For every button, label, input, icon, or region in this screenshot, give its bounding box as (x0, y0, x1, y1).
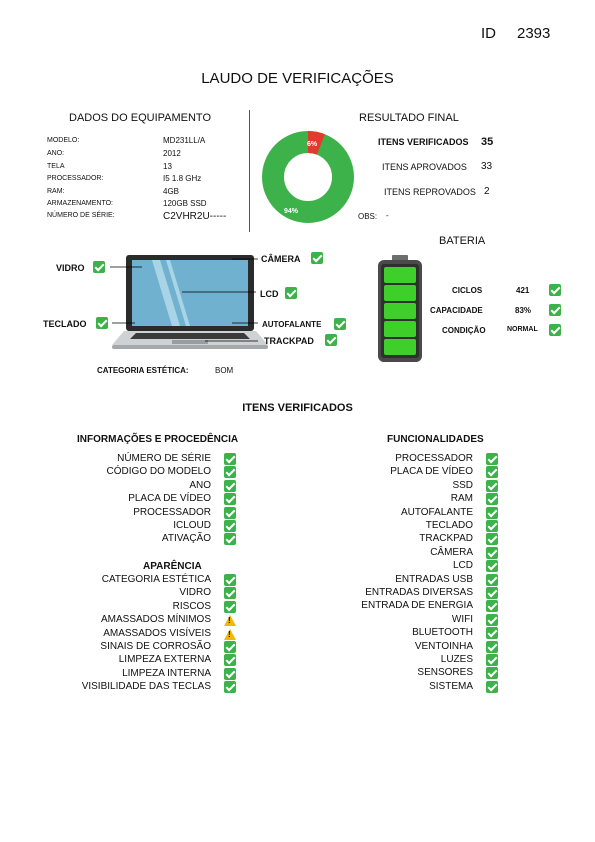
check-icon (224, 466, 236, 478)
ciclos-value: 421 (516, 286, 530, 295)
check-icon (224, 587, 236, 599)
id-value: 2393 (517, 25, 551, 42)
check-icon (486, 507, 498, 519)
appearance-heading: APARÊNCIA (143, 561, 202, 572)
check-icon (224, 453, 236, 465)
verified-items-heading: ITENS VERIFICADOS (242, 402, 353, 414)
check-icon (285, 287, 297, 299)
verified-item-label: NÚMERO DE SÉRIE (117, 453, 211, 464)
check-icon (486, 493, 498, 505)
battery-icon (376, 255, 424, 363)
verified-item-label: VISIBILIDADE DAS TECLAS (81, 681, 211, 693)
check-icon (486, 600, 498, 612)
verified-item-label: ENTRADA DE ENERGIA (361, 600, 473, 612)
spec-label: TELA (47, 163, 65, 170)
battery-cell (384, 321, 416, 337)
spec-value: 13 (163, 162, 172, 171)
verified-item-label: VIDRO (179, 587, 211, 599)
lcd-label: LCD (260, 289, 279, 299)
spec-label: RAM: (47, 188, 65, 195)
spec-value: 2012 (163, 149, 181, 158)
check-icon (486, 627, 498, 639)
battery-heading: BATERIA (439, 235, 486, 247)
condicao-value: NORMAL (507, 326, 538, 333)
trackpad-label: TRACKPAD (264, 336, 314, 346)
verified-item-label: LIMPEZA EXTERNA (118, 654, 211, 666)
verified-item-label: AUTOFALANTE (400, 506, 473, 518)
check-icon (224, 668, 236, 680)
verified-item-label: LIMPEZA INTERNA (122, 667, 211, 679)
warning-icon (224, 629, 236, 640)
donut-approved-label: 94% (284, 208, 299, 215)
page-title: LAUDO DE VERIFICAÇÕES (201, 70, 394, 87)
check-icon (549, 304, 561, 316)
verified-item-label: AMASSADOS MÍNIMOS (100, 614, 211, 626)
spec-label: ANO: (47, 150, 65, 157)
check-icon (224, 480, 236, 492)
verified-item-label: TRACKPAD (419, 533, 473, 545)
verified-item-label: SINAIS DE CORROSÃO (100, 641, 211, 652)
condicao-label: CONDIÇÃO (442, 326, 486, 335)
capacidade-label: CAPACIDADE (430, 306, 483, 315)
verified-item-label: LCD (452, 560, 473, 572)
check-icon (549, 284, 561, 296)
spec-label: PROCESSADOR: (47, 175, 104, 182)
verified-item-label: SENSORES (417, 667, 473, 679)
check-icon (486, 654, 498, 666)
verified-count-label: ITENS VERIFICADOS (378, 137, 469, 147)
battery-cell (384, 339, 416, 355)
check-icon (224, 681, 236, 693)
check-icon (486, 574, 498, 586)
equipment-heading: DADOS DO EQUIPAMENTO (69, 112, 212, 124)
check-icon (224, 641, 236, 653)
spec-label: MODELO: (47, 137, 80, 144)
verified-item-label: PROCESSADOR (395, 453, 473, 464)
spec-value: 4GB (163, 187, 180, 196)
verified-item-label: PLACA DE VÍDEO (128, 493, 211, 505)
verified-item-label: RISCOS (172, 600, 211, 612)
rejected-count-value: 2 (484, 186, 490, 197)
check-icon (549, 324, 561, 336)
donut-rejected-label: 6% (307, 141, 318, 148)
verified-item-label: AMASSADOS VISÍVEIS (103, 627, 211, 639)
spec-label: ARMAZENAMENTO: (47, 200, 113, 207)
warning-icon (224, 615, 236, 626)
verified-item-label: BLUETOOTH (412, 627, 473, 639)
vidro-label: VIDRO (56, 263, 85, 273)
check-icon (486, 466, 498, 478)
check-icon (224, 507, 236, 519)
check-icon (325, 334, 337, 346)
check-icon (96, 317, 108, 329)
rejected-count-label: ITENS REPROVADOS (384, 187, 476, 197)
check-icon (486, 453, 498, 465)
verified-item-label: ATIVAÇÃO (161, 533, 211, 545)
check-icon (486, 480, 498, 492)
battery-cell (384, 303, 416, 319)
check-icon (486, 533, 498, 545)
spec-value: I5 1.8 GHz (163, 174, 202, 183)
check-icon (486, 614, 498, 626)
verified-item-label: CÓDIGO DO MODELO (106, 466, 211, 478)
spec-value: C2VHR2U----- (163, 211, 227, 222)
capacidade-value: 83% (515, 306, 532, 315)
verified-item-label: ANO (189, 479, 211, 491)
check-icon (486, 641, 498, 653)
verified-item-label: CATEGORIA ESTÉTICA (101, 574, 211, 585)
check-icon (224, 520, 236, 532)
approved-count-label: ITENS APROVADOS (382, 162, 467, 172)
check-icon (224, 601, 236, 613)
check-icon (486, 520, 498, 532)
verified-item-label: ENTRADAS DIVERSAS (365, 587, 473, 598)
verified-item-label: RAM (450, 493, 473, 505)
autofalante-label: AUTOFALANTE (262, 320, 322, 329)
obs-label: OBS: (358, 212, 378, 221)
verified-item-label: VENTOINHA (414, 640, 473, 652)
check-icon (224, 533, 236, 545)
spec-value: MD231LL/A (163, 136, 206, 145)
ciclos-label: CICLOS (452, 286, 483, 295)
obs-value: - (386, 211, 389, 220)
id-label: ID (481, 25, 496, 42)
info-heading: INFORMAÇÕES E PROCEDÊNCIA (77, 434, 239, 445)
verified-item-label: SSD (452, 479, 473, 491)
verified-item-label: CÂMERA (430, 546, 473, 558)
check-icon (486, 560, 498, 572)
battery-level-cells (384, 267, 416, 355)
check-icon (486, 667, 498, 679)
approved-count-value: 33 (481, 161, 493, 172)
teclado-label: TECLADO (43, 319, 87, 329)
check-icon (224, 493, 236, 505)
verified-item-label: WIFI (451, 613, 473, 625)
verified-item-label: PROCESSADOR (133, 506, 211, 518)
verified-item-label: SISTEMA (429, 680, 473, 692)
check-icon (486, 547, 498, 559)
functionalities-heading: FUNCIONALIDADES (387, 434, 484, 445)
battery-cell (384, 267, 416, 283)
categoria-value: BOM (215, 366, 234, 375)
verified-count-value: 35 (481, 136, 494, 148)
check-icon (486, 681, 498, 693)
camera-label: CÂMERA (261, 254, 301, 264)
verified-item-label: ENTRADAS USB (395, 573, 473, 585)
spec-label: NÚMERO DE SÉRIE: (47, 212, 115, 219)
check-icon (93, 261, 105, 273)
verified-item-label: PLACA DE VÍDEO (390, 466, 473, 478)
check-icon (224, 654, 236, 666)
verified-item-label: ICLOUD (173, 520, 211, 531)
categoria-label: CATEGORIA ESTÉTICA: (97, 366, 189, 375)
battery-cell (384, 285, 416, 301)
check-icon (334, 318, 346, 330)
verified-item-label: LUZES (440, 654, 473, 665)
check-icon (311, 252, 323, 264)
spec-value: 120GB SSD (163, 199, 207, 208)
result-heading: RESULTADO FINAL (359, 112, 459, 124)
check-icon (486, 587, 498, 599)
check-icon (224, 574, 236, 586)
verified-item-label: TECLADO (425, 520, 473, 531)
